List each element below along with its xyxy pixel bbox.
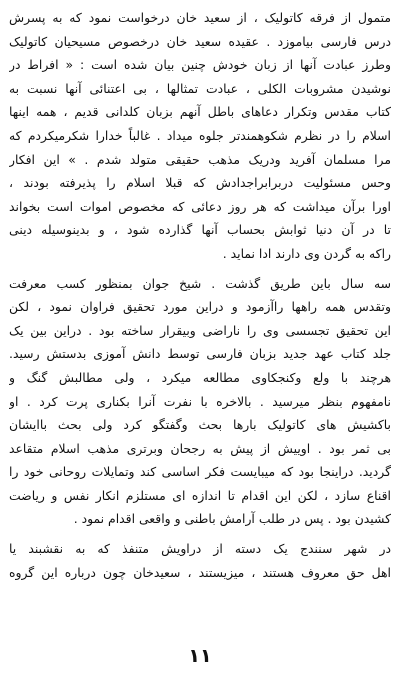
- text-line: اهل حق معروف هستند ، میزیستند ، سعیدخان چون درباره این گروه: [9, 564, 391, 580]
- text-line: سه سال باین طریق گذشت . شیخ جوان بمنظور کسب معرفت: [9, 275, 391, 291]
- text-line: بی ثمر بود . اوییش از پیش به رجحان وبرتری مذهب اسلام متقاعد: [9, 440, 391, 456]
- text-line: نوشیدن مشروبات الکلی ، عبادت تمثالها ، بی اعتنائی آنها نسبت به: [9, 80, 391, 96]
- text-line: این تحقیق تجسسی وی را ناراضی وبیقرار ساخته بود . دراین بین یک: [9, 322, 391, 338]
- page-number: ۱۱: [188, 645, 212, 667]
- text-line: تا در آن دنیا ثوابش بحساب آنها گذارده شود ، و بدینوسیله دینی: [9, 222, 391, 238]
- text-line: اسلام را در نظرم شکوهمندتر جلوه میداد . غالباً خدارا شکرمیکردم که: [9, 127, 391, 143]
- text-line: اورا برآن میداشت که هر روز دعائی که مخصوص اموات است بخواند: [9, 198, 391, 214]
- text-line: وطرز عبادت آنها از زبان خودش چنین بیان شده است : « افراط در: [9, 57, 391, 73]
- text-line: درس فارسی بیاموزد . عقیده سعید خان درخصوص مسیحیان کاتولیک: [9, 33, 391, 49]
- text-line: اقناع سازد ، لکن این اقدام تا اندازه ای مستلزم انکار نفس و ریاضت: [9, 487, 391, 503]
- text-line: راکه به گردن وی دارند ادا نماید .: [222, 245, 391, 261]
- text-line: نامفهوم بنظر میرسید . بالاخره با نفرت آنرا بکناری پرت کرد . او: [9, 393, 391, 409]
- paragraph-1: [9, 6, 391, 266]
- paragraph-3: [9, 537, 391, 584]
- text-line: وحس مسئولیت دربرابراجدادش که قبلا اسلام را پذیرفته بودند ،: [9, 175, 391, 191]
- paragraph-2: [9, 272, 391, 532]
- text-line: در شهر سنندج یک دسته از دراویش متنفذ که به نقشبند یا: [9, 541, 391, 557]
- text-line: هرچند با ولع وکنجکاوی مطالعه میکرد ، ولی مطالبش گنگ و: [9, 369, 391, 385]
- text-line: باکشیش های کاتولیک بارها بحث وگفتگو کرد ولی بحث باایشان: [9, 417, 391, 433]
- text-line: مرا مسلمان آفرید ودریک مذهب حقیقی متولد شدم . » این افکار: [9, 151, 391, 167]
- text-line: وتقدس همه راهها راآزمود و دراین مورد تحقیق فراوان نمود ، لکن: [9, 299, 391, 315]
- text-line: کتاب مقدس وتکرار دعاهای باطل آنهم بزبان کلدانی قدیم ، همه اینها: [9, 104, 391, 120]
- text-line: متمول از فرقه کاتولیک ، از سعید خان درخواست نمود که به پسرش: [9, 10, 391, 25]
- text-line: گردید. دراینجا بود که میبایست فکر اساسی کند وتمایلات روحانی خود را: [9, 464, 391, 480]
- text-line: کشیدن بود . پس در طلب آرامش باطنی و واقعی اقدام نمود .: [73, 511, 391, 527]
- text-line: جلد کتاب عهد جدید بزبان فارسی توسط دانش آموزی بدستش رسید.: [9, 346, 391, 362]
